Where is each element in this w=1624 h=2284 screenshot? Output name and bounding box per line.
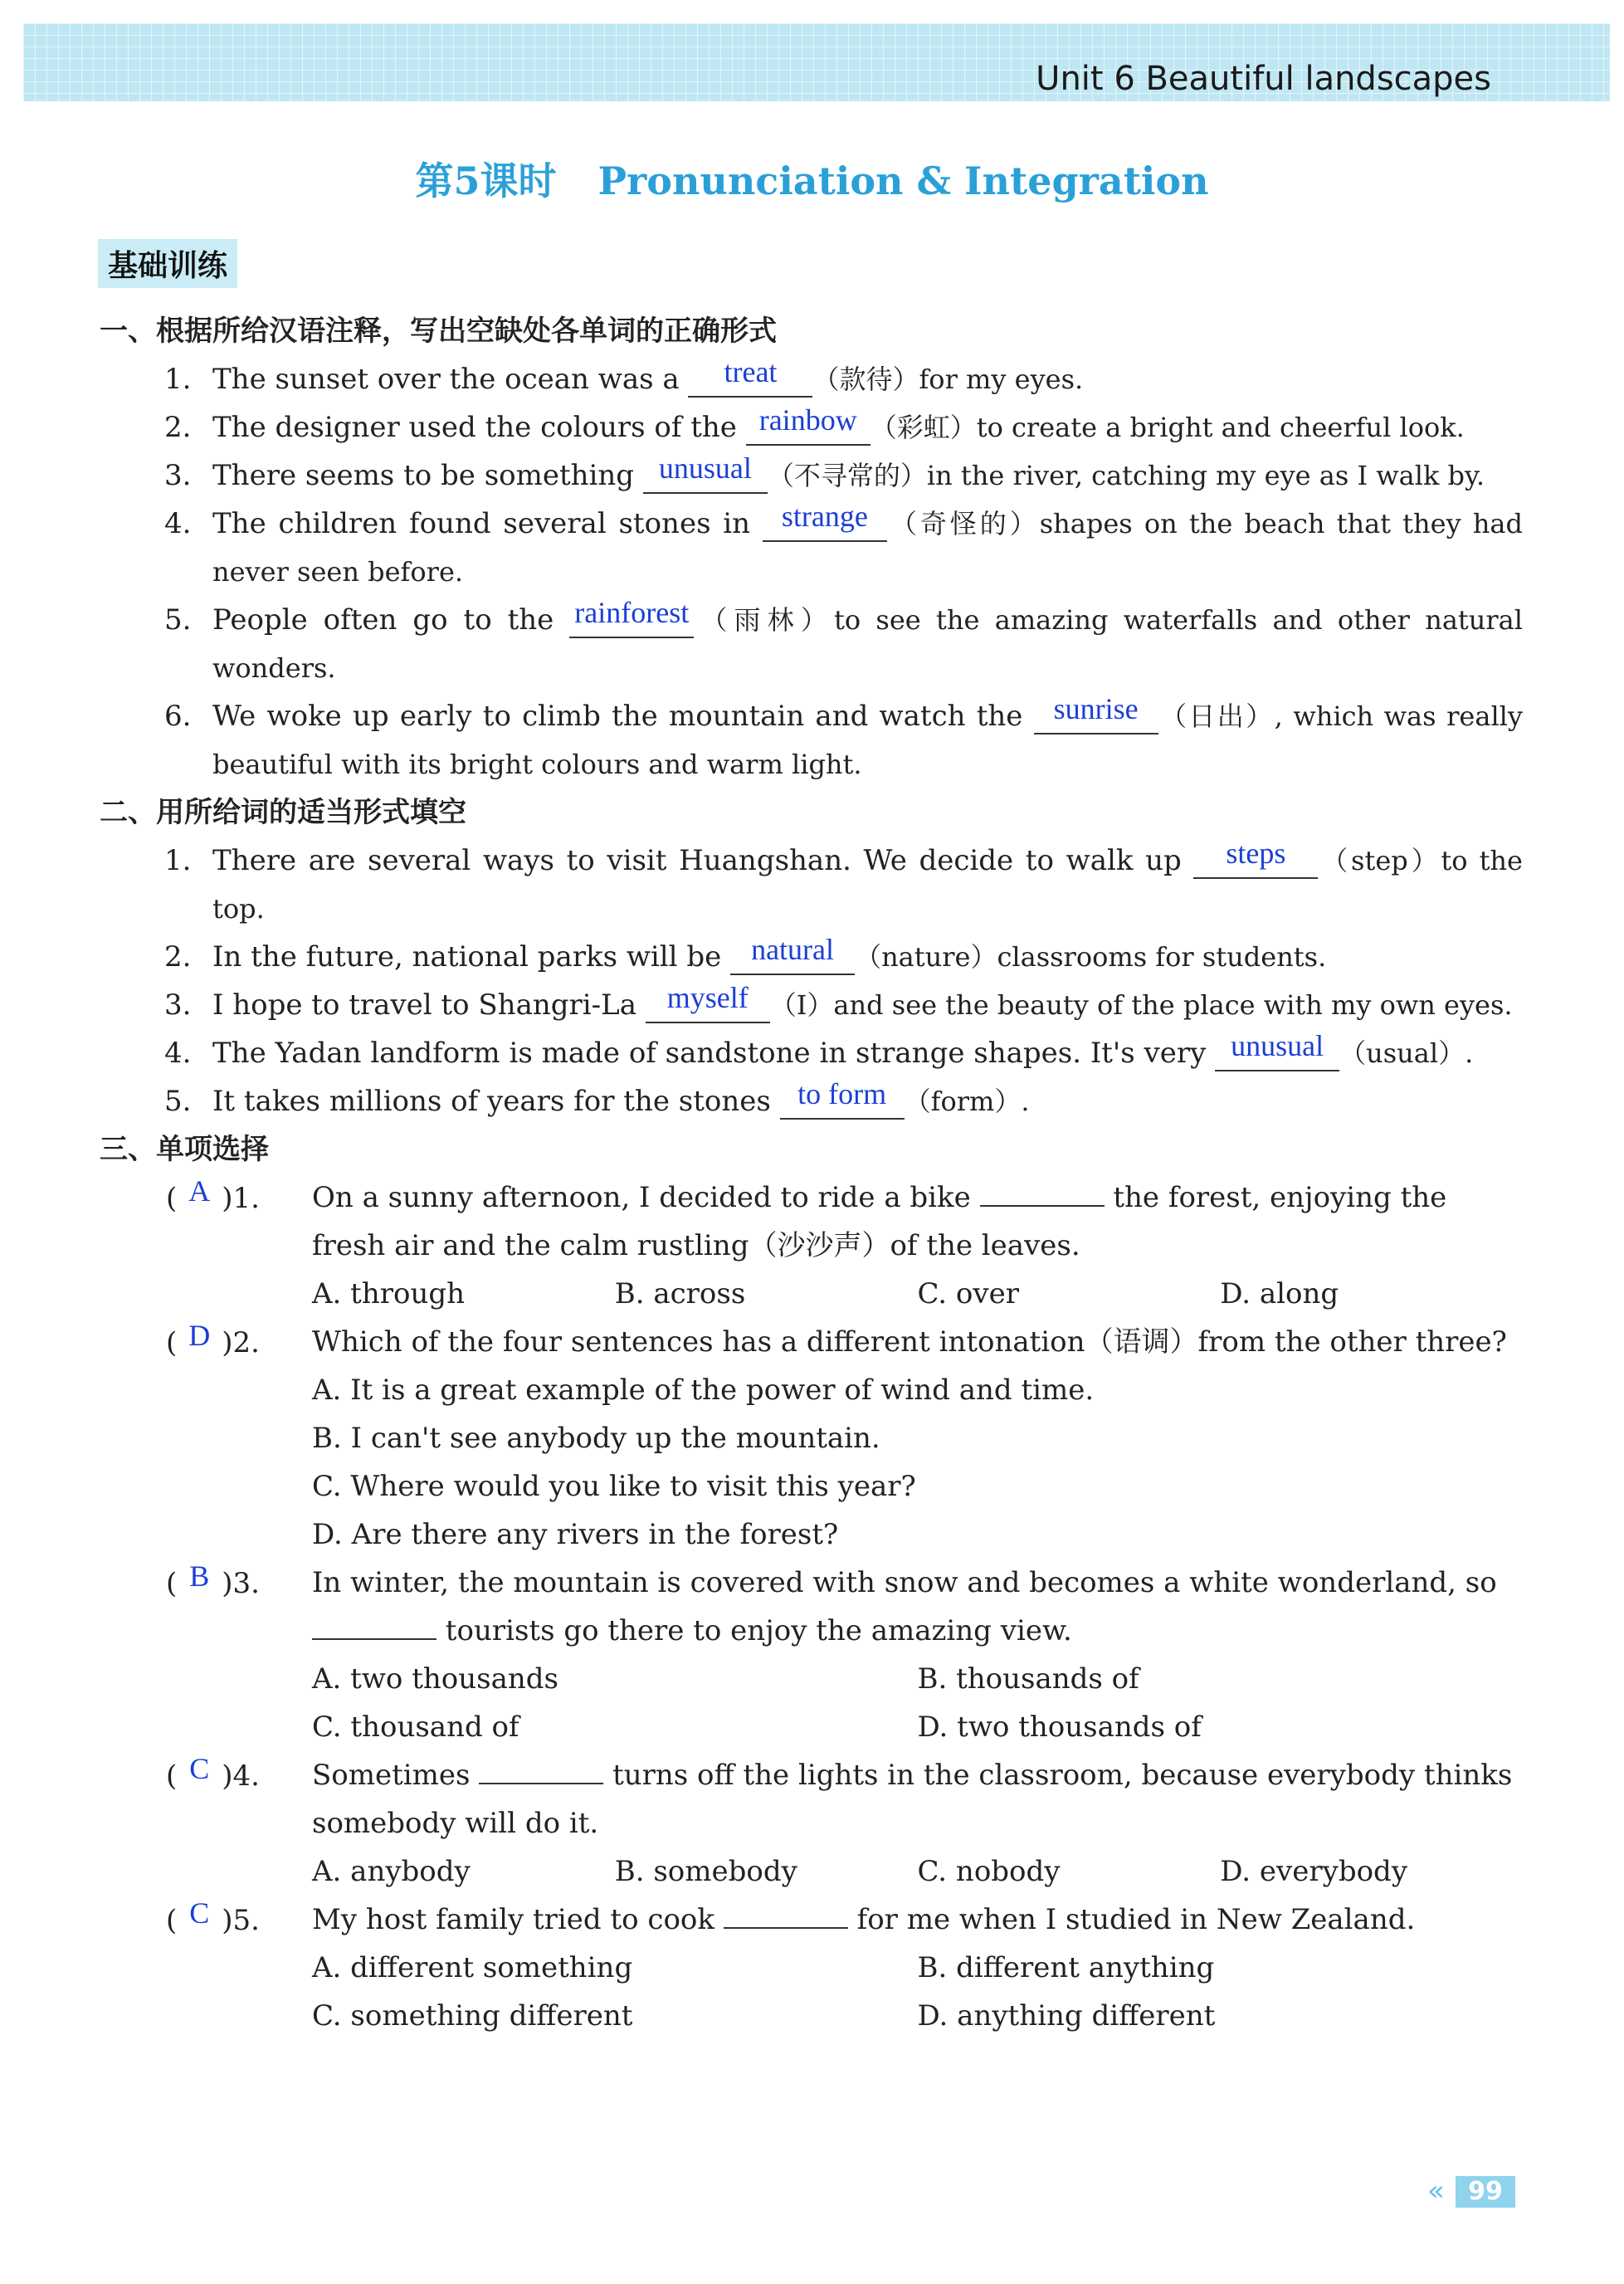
question-number: )3. xyxy=(222,1567,260,1600)
mc-answer[interactable]: C xyxy=(189,1752,210,1785)
item-number: 2. xyxy=(164,411,192,444)
item-number: 6. xyxy=(164,700,192,733)
section-heading-1: 一、根据所给汉语注释，写出空缺处各单词的正确形式 xyxy=(100,315,777,348)
option-a[interactable]: A. two thousands xyxy=(312,1662,558,1696)
mc-question-2 xyxy=(100,1318,1523,1559)
item-number: 3. xyxy=(164,459,192,492)
option-a[interactable]: A. different something xyxy=(312,1951,633,1984)
mc-answer[interactable]: B xyxy=(189,1559,210,1593)
section-badge: 基础训练 xyxy=(98,239,237,288)
option-c[interactable]: C. Where would you like to visit this year? xyxy=(312,1470,916,1503)
handwritten-answer: rainforest xyxy=(574,596,690,629)
handwritten-answer: rainbow xyxy=(758,403,857,437)
item-number: 3. xyxy=(164,988,192,1022)
word-form-list xyxy=(100,837,1523,1125)
exercise-item xyxy=(100,500,1523,596)
item-hint: （彩虹）to create a bright and cheerful look. xyxy=(870,412,1465,443)
question-stem: On a sunny afternoon, I decided to ride a bike xyxy=(312,1181,980,1214)
lesson-topic: Pronunciation & Integration xyxy=(597,159,1209,203)
option-b[interactable]: B. different anything xyxy=(917,1951,1215,1984)
option-c[interactable]: C. something different xyxy=(312,1999,633,2033)
item-text: There seems to be something xyxy=(212,459,643,492)
mc-question-3 xyxy=(100,1559,1523,1751)
question-stem: Sometimes xyxy=(312,1759,480,1792)
vocabulary-list xyxy=(100,355,1523,788)
option-b[interactable]: B. I can't see anybody up the mountain. xyxy=(312,1422,880,1455)
mc-answer[interactable]: C xyxy=(189,1896,210,1930)
answer-blank[interactable] xyxy=(780,1077,905,1120)
mc-question-5 xyxy=(100,1896,1523,2040)
question-stem-cont: tourists go there to enjoy the amazing view. xyxy=(436,1614,1072,1647)
option-a[interactable]: A. through xyxy=(312,1277,466,1310)
item-hint: （日出）, which was really beautiful with its bright colours and warm light. xyxy=(212,700,1523,780)
answer-bracket: ( B )3. xyxy=(166,1559,260,1608)
question-number: )5. xyxy=(222,1904,260,1937)
answer-blank[interactable] xyxy=(643,451,768,494)
item-number: 4. xyxy=(164,1037,192,1070)
item-hint: （usual）. xyxy=(1339,1037,1474,1069)
answer-bracket: ( D )2. xyxy=(166,1318,260,1367)
answer-blank[interactable] xyxy=(746,403,871,446)
answer-blank[interactable] xyxy=(646,981,770,1023)
lesson-title xyxy=(0,151,1624,206)
answer-blank[interactable] xyxy=(980,1205,1105,1207)
question-number: )4. xyxy=(222,1759,260,1793)
item-hint: （I）and see the beauty of the place with my own eyes. xyxy=(769,989,1513,1021)
page-number: 99 xyxy=(1456,2176,1515,2208)
chevron-left-icon: « xyxy=(1427,2174,1436,2208)
option-d[interactable]: D. anything different xyxy=(917,1999,1216,2033)
exercise-item xyxy=(100,933,1523,981)
item-hint: （不寻常的）in the river, catching my eye as I walk by. xyxy=(767,460,1485,491)
exercise-item xyxy=(100,596,1523,692)
item-text: The designer used the colours of the xyxy=(212,411,746,444)
mc-answer[interactable]: D xyxy=(188,1319,211,1352)
answer-blank[interactable] xyxy=(1193,837,1318,879)
answer-blank[interactable] xyxy=(724,1927,848,1929)
item-hint: （step）to the top. xyxy=(212,845,1523,925)
question-number: )2. xyxy=(222,1326,260,1359)
option-b[interactable]: B. across xyxy=(614,1277,746,1310)
item-text: I hope to travel to Shangri-La xyxy=(212,988,646,1022)
item-number: 5. xyxy=(164,1085,192,1118)
option-d[interactable]: D. along xyxy=(1220,1277,1339,1310)
item-text: It takes millions of years for the stones xyxy=(212,1085,780,1118)
handwritten-answer: treat xyxy=(724,355,778,388)
item-number: 1. xyxy=(164,363,192,396)
exercise-item xyxy=(100,451,1523,500)
question-stem-cont: the forest, enjoying the fresh air and the calm rustling（沙沙声）of the leaves. xyxy=(312,1181,1447,1262)
answer-blank[interactable] xyxy=(688,355,812,398)
option-d[interactable]: D. two thousands of xyxy=(917,1711,1202,1744)
lesson-number: 第5课时 xyxy=(415,159,557,203)
question-stem-cont: for me when I studied in New Zealand. xyxy=(847,1903,1416,1936)
answer-blank[interactable] xyxy=(1034,692,1158,734)
exercise-item xyxy=(100,837,1523,933)
handwritten-answer: sunrise xyxy=(1053,692,1139,725)
answer-blank[interactable] xyxy=(730,933,855,975)
question-stem: In winter, the mountain is covered with snow and becomes a white wonderland, so xyxy=(312,1566,1497,1599)
exercise-item xyxy=(100,692,1523,788)
handwritten-answer: myself xyxy=(666,981,749,1014)
item-text: The Yadan landform is made of sandstone in strange shapes. It's very xyxy=(212,1037,1216,1070)
item-hint: （form）. xyxy=(904,1086,1030,1117)
options-row-2 xyxy=(312,1703,1523,1751)
handwritten-answer: unusual xyxy=(658,451,752,485)
item-hint: （款待）for my eyes. xyxy=(812,364,1084,395)
handwritten-answer: steps xyxy=(1226,837,1286,870)
question-stem: Which of the four sentences has a different intonation（语调）from the other three? xyxy=(312,1325,1507,1359)
question-stem-cont: turns off the lights in the classroom, because everybody thinks somebody will do it. xyxy=(312,1759,1513,1840)
options-row-2 xyxy=(312,1992,1523,2040)
answer-bracket: ( C )5. xyxy=(166,1896,260,1945)
option-b[interactable]: B. thousands of xyxy=(917,1662,1139,1696)
answer-blank[interactable] xyxy=(569,596,694,638)
exercise-item xyxy=(100,355,1523,403)
option-c[interactable]: C. thousand of xyxy=(312,1711,519,1744)
exercise-item xyxy=(100,981,1523,1029)
item-hint: （奇怪的）shapes on the beach that they had never seen before. xyxy=(212,508,1523,588)
handwritten-answer: strange xyxy=(781,500,868,533)
answer-blank[interactable] xyxy=(312,1638,436,1640)
item-text: The sunset over the ocean was a xyxy=(212,363,689,396)
item-number: 4. xyxy=(164,507,192,540)
section-heading-2: 二、用所给词的适当形式填空 xyxy=(100,796,466,829)
item-text: There are several ways to visit Huangshan. We decide to walk up xyxy=(212,844,1194,877)
item-number: 2. xyxy=(164,940,192,974)
item-text: People often go to the xyxy=(212,603,570,637)
option-a[interactable]: A. It is a great example of the power of wind and time. xyxy=(312,1374,1095,1407)
option-d[interactable]: D. Are there any rivers in the forest? xyxy=(312,1518,839,1551)
mc-answer[interactable]: A xyxy=(188,1174,211,1208)
mc-question-1 xyxy=(100,1174,1523,1318)
option-c[interactable]: C. nobody xyxy=(917,1855,1061,1888)
unit-title: Unit 6 Beautiful landscapes xyxy=(1036,60,1491,98)
exercise-item xyxy=(100,1077,1523,1125)
answer-bracket: ( C )4. xyxy=(166,1751,260,1800)
item-text: We woke up early to climb the mountain and watch the xyxy=(212,700,1034,733)
answer-blank[interactable] xyxy=(479,1783,603,1784)
mc-question-4 xyxy=(100,1751,1523,1896)
item-hint: （nature）classrooms for students. xyxy=(855,941,1327,973)
item-text: The children found several stones in xyxy=(212,507,763,540)
handwritten-answer: natural xyxy=(751,933,835,966)
exercise-item xyxy=(100,403,1523,451)
item-number: 5. xyxy=(164,603,192,637)
option-a[interactable]: A. anybody xyxy=(312,1855,471,1888)
answer-bracket: ( A )1. xyxy=(166,1174,260,1223)
answer-blank[interactable] xyxy=(763,500,887,542)
answer-blank[interactable] xyxy=(1215,1029,1339,1071)
handwritten-answer: unusual xyxy=(1231,1029,1324,1062)
options-row-1 xyxy=(312,1944,1523,1992)
item-number: 1. xyxy=(164,844,192,877)
item-hint: （雨林）to see the amazing waterfalls and other natural wonders. xyxy=(212,604,1523,684)
options-row-1 xyxy=(312,1655,1523,1703)
option-c[interactable]: C. over xyxy=(917,1277,1019,1310)
question-number: )1. xyxy=(222,1182,260,1215)
item-text: In the future, national parks will be xyxy=(212,940,731,974)
option-d[interactable]: D. everybody xyxy=(1220,1855,1408,1888)
options xyxy=(312,1847,1523,1896)
exercise-content xyxy=(100,307,1523,2040)
handwritten-answer: to form xyxy=(797,1077,887,1110)
option-b[interactable]: B. somebody xyxy=(614,1855,797,1888)
question-stem: My host family tried to cook xyxy=(312,1903,724,1936)
section-heading-3: 三、单项选择 xyxy=(100,1133,269,1166)
options xyxy=(312,1270,1523,1318)
exercise-item xyxy=(100,1029,1523,1077)
